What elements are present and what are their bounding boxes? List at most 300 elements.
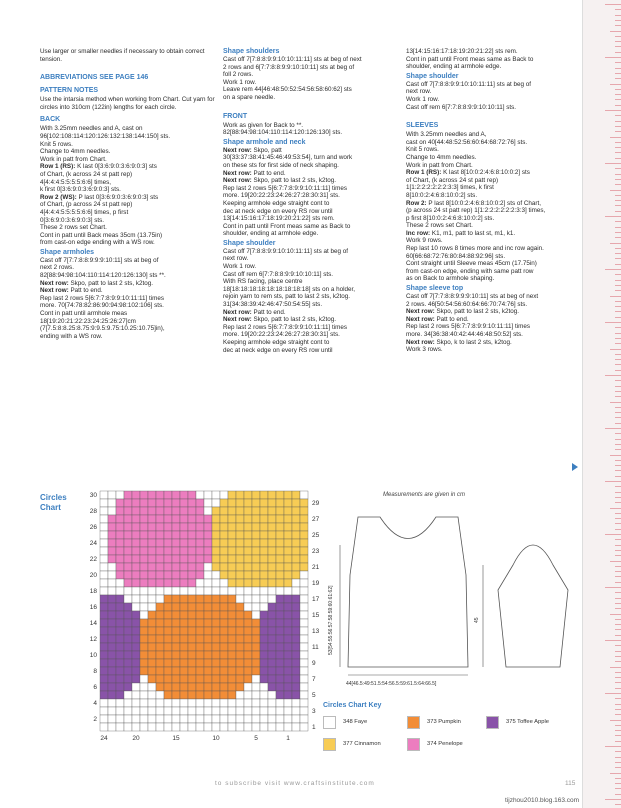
chart-cell — [148, 643, 156, 651]
chart-cell — [180, 523, 188, 531]
instruction-line: Work 1 row. — [406, 95, 440, 103]
chart-cell — [268, 499, 276, 507]
column-2 — [223, 48, 399, 354]
chart-cell — [268, 491, 276, 499]
chart-cell — [116, 675, 124, 683]
chart-cell — [268, 635, 276, 643]
chart-cell — [172, 659, 180, 667]
instruction-line: from cast-on edge ending with a WS row. — [40, 239, 155, 247]
chart-cell — [268, 683, 276, 691]
chart-cell — [268, 515, 276, 523]
chart-cell — [156, 659, 164, 667]
chart-cell — [132, 691, 140, 699]
chart-axis-label: 5 — [254, 735, 258, 742]
chart-cell — [220, 539, 228, 547]
chart-cell — [172, 611, 180, 619]
chart-cell — [300, 651, 308, 659]
chart-cell — [188, 563, 196, 571]
chart-cell — [124, 643, 132, 651]
chart-cell — [148, 683, 156, 691]
chart-cell — [212, 651, 220, 659]
chart-cell — [116, 619, 124, 627]
chart-cell — [172, 539, 180, 547]
ruler-tick — [615, 370, 621, 371]
chart-cell — [252, 675, 260, 683]
chart-cell — [100, 691, 108, 699]
chart-cell — [284, 715, 292, 723]
chart-cell — [284, 667, 292, 675]
chart-cell — [132, 579, 140, 587]
chart-cell — [124, 667, 132, 675]
chart-cell — [284, 723, 292, 731]
ruler-tick — [605, 4, 621, 5]
chart-cell — [260, 675, 268, 683]
chart-cell — [164, 539, 172, 547]
chart-cell — [172, 507, 180, 515]
chart-cell — [220, 611, 228, 619]
chart-cell — [212, 587, 220, 595]
chart-cell — [260, 595, 268, 603]
chart-cell — [172, 675, 180, 683]
chart-cell — [116, 571, 124, 579]
chart-cell — [100, 611, 108, 619]
chart-cell — [100, 635, 108, 643]
sleeve-top-instructions — [406, 293, 582, 354]
chart-cell — [172, 699, 180, 707]
ruler-tick — [615, 280, 621, 281]
chart-cell — [228, 531, 236, 539]
chart-cell — [100, 579, 108, 587]
chart-cell — [284, 627, 292, 635]
chart-cell — [236, 579, 244, 587]
chart-cell — [164, 491, 172, 499]
chart-cell — [148, 579, 156, 587]
chart-cell — [276, 499, 284, 507]
chart-cell — [228, 651, 236, 659]
chart-cell — [252, 571, 260, 579]
chart-cell — [100, 619, 108, 627]
chart-cell — [156, 539, 164, 547]
chart-cell — [180, 587, 188, 595]
instruction-line: Leave rem 44[46:48:50:52:54:56:58:60:62] sts — [223, 86, 352, 94]
ruler-tick — [615, 78, 621, 79]
chart-cell — [244, 619, 252, 627]
chart-cell — [212, 547, 220, 555]
chart-cell — [148, 651, 156, 659]
chart-cell — [148, 539, 156, 547]
ruler-tick — [615, 651, 621, 652]
chart-cell — [276, 619, 284, 627]
chart-cell — [236, 563, 244, 571]
chart-cell — [132, 531, 140, 539]
chart-cell — [260, 491, 268, 499]
chart-cell — [220, 723, 228, 731]
ruler-tick — [615, 168, 621, 169]
chart-cell — [156, 723, 164, 731]
chart-cell — [244, 491, 252, 499]
chart-cell — [172, 555, 180, 563]
chart-cell — [180, 723, 188, 731]
chart-cell — [228, 563, 236, 571]
chart-cell — [108, 675, 116, 683]
chart-cell — [116, 643, 124, 651]
chart-cell — [140, 563, 148, 571]
chart-cell — [124, 699, 132, 707]
chart-cell — [220, 595, 228, 603]
ruler-tick — [615, 9, 621, 10]
chart-cell — [204, 659, 212, 667]
ruler-tick — [615, 598, 621, 599]
chart-axis-label: 4 — [93, 700, 97, 707]
chart-cell — [124, 531, 132, 539]
chart-cell — [252, 691, 260, 699]
sleeve-schematic — [498, 545, 568, 667]
circles-chart — [85, 485, 320, 755]
chart-cell — [108, 715, 116, 723]
chart-cell — [276, 507, 284, 515]
chart-cell — [124, 715, 132, 723]
ruler-tick — [615, 513, 621, 514]
chart-cell — [244, 603, 252, 611]
chart-cell — [196, 563, 204, 571]
chart-cell — [180, 507, 188, 515]
chart-cell — [244, 699, 252, 707]
chart-cell — [212, 523, 220, 531]
chart-cell — [212, 603, 220, 611]
chart-cell — [164, 667, 172, 675]
chart-cell — [172, 515, 180, 523]
chart-axis-label: 19 — [312, 580, 320, 587]
armhole-neck-instructions — [223, 147, 399, 238]
ruler-tick — [615, 730, 621, 731]
chart-cell — [172, 667, 180, 675]
chart-cell — [276, 491, 284, 499]
chart-cell — [100, 523, 108, 531]
chart-cell — [300, 571, 308, 579]
chart-cell — [204, 699, 212, 707]
chart-cell — [140, 667, 148, 675]
chart-cell — [132, 603, 140, 611]
chart-cell — [148, 619, 156, 627]
chart-cell — [204, 643, 212, 651]
chart-cell — [284, 619, 292, 627]
chart-cell — [268, 619, 276, 627]
chart-cell — [204, 667, 212, 675]
instruction-line: more. 34[36:38:40:42:44:46:48:50:52] sts. — [406, 331, 523, 338]
chart-cell — [196, 539, 204, 547]
chart-cell — [300, 691, 308, 699]
ruler-tick — [615, 338, 621, 339]
instruction-line: Change to 4mm needles. — [406, 153, 477, 161]
chart-cell — [148, 499, 156, 507]
ruler-tick — [605, 322, 621, 323]
ruler-tick — [605, 693, 621, 694]
chart-cell — [292, 555, 300, 563]
chart-cell — [172, 683, 180, 691]
chart-cell — [132, 595, 140, 603]
chart-cell — [292, 707, 300, 715]
chart-cell — [204, 675, 212, 683]
chart-cell — [164, 555, 172, 563]
chart-axis-label: 26 — [89, 524, 97, 531]
armholes-heading: Shape armholes — [40, 248, 95, 256]
chart-axis-label: 24 — [100, 735, 108, 742]
chart-cell — [156, 499, 164, 507]
chart-cell — [148, 611, 156, 619]
chart-axis-label: 28 — [89, 508, 97, 515]
instruction-line: 31[34:38:39:42:46:47:50:54:55] sts. — [223, 301, 323, 309]
chart-cell — [124, 515, 132, 523]
chart-cell — [140, 659, 148, 667]
chart-cell — [164, 619, 172, 627]
instruction-line: Next row: Skpo, patt to last 2 sts, k2tog. — [223, 316, 337, 324]
chart-cell — [196, 635, 204, 643]
chart-cell — [300, 659, 308, 667]
instruction-line: on a spare needle. — [223, 93, 276, 101]
sleeves-heading: SLEEVES — [406, 122, 439, 130]
chart-axis-label: 29 — [312, 500, 320, 507]
chart-cell — [228, 611, 236, 619]
chart-cell — [116, 515, 124, 523]
chart-cell — [220, 659, 228, 667]
chart-cell — [156, 627, 164, 635]
chart-cell — [212, 515, 220, 523]
blog-watermark: tijzhou2010.blog.163.com — [505, 797, 580, 804]
chart-cell — [148, 587, 156, 595]
chart-cell — [244, 499, 252, 507]
chart-cell — [124, 659, 132, 667]
chart-cell — [172, 579, 180, 587]
chart-cell — [260, 643, 268, 651]
chart-cell — [148, 523, 156, 531]
chart-cell — [220, 523, 228, 531]
chart-cell — [108, 651, 116, 659]
chart-cell — [148, 715, 156, 723]
chart-cell — [124, 627, 132, 635]
ruler-tick — [615, 497, 621, 498]
chart-cell — [284, 491, 292, 499]
ruler-tick — [615, 311, 621, 312]
chart-cell — [156, 611, 164, 619]
ruler-tick — [615, 20, 621, 21]
chart-cell — [236, 539, 244, 547]
ruler-tick — [615, 423, 621, 424]
chart-cell — [300, 555, 308, 563]
ruler-tick — [605, 216, 621, 217]
chart-cell — [116, 707, 124, 715]
chart-cell — [252, 587, 260, 595]
instruction-line: 30[33:37:38:41:45:46:49:53:54], turn and work — [223, 154, 353, 162]
chart-cell — [180, 683, 188, 691]
chart-cell — [180, 563, 188, 571]
chart-cell — [116, 715, 124, 723]
chart-cell — [292, 515, 300, 523]
chart-cell — [212, 699, 220, 707]
chart-cell — [156, 523, 164, 531]
chart-cell — [140, 523, 148, 531]
chart-cell — [204, 691, 212, 699]
chart-cell — [156, 675, 164, 683]
ruler-tick — [615, 592, 621, 593]
chart-cell — [156, 667, 164, 675]
chart-cell — [164, 659, 172, 667]
chart-cell — [188, 499, 196, 507]
ruler-tick — [615, 36, 621, 37]
chart-cell — [228, 499, 236, 507]
chart-cell — [100, 643, 108, 651]
chart-cell — [220, 579, 228, 587]
chart-cell — [244, 611, 252, 619]
chart-cell — [300, 643, 308, 651]
chart-cell — [188, 491, 196, 499]
chart-cell — [252, 603, 260, 611]
instruction-line: Work 9 rows. — [406, 237, 443, 245]
ruler-tick — [615, 704, 621, 705]
chart-cell — [108, 659, 116, 667]
chart-cell — [116, 491, 124, 499]
chart-cell — [140, 691, 148, 699]
chart-cell — [252, 667, 260, 675]
chart-cell — [140, 619, 148, 627]
ruler-tick — [615, 195, 621, 196]
instruction-line: cast on 40[44:48:52:56:60:64:68:72:76] sts. — [406, 138, 528, 146]
ruler-tick — [615, 698, 621, 699]
instruction-line: dec at neck edge on every RS row until — [223, 346, 333, 354]
chart-axis-label: 20 — [89, 572, 97, 579]
chart-cell — [116, 659, 124, 667]
instruction-line: Cast off 7[7:8:8:9:9:10:10:11:11] sts at beg of next — [223, 56, 362, 63]
key-label: 348 Faye — [343, 719, 368, 725]
ruler-tick — [610, 190, 621, 191]
front-heading: FRONT — [223, 112, 248, 120]
chart-cell — [108, 699, 116, 707]
chart-cell — [164, 603, 172, 611]
key-swatch — [323, 738, 336, 751]
chart-cell — [220, 563, 228, 571]
ruler-tick — [615, 439, 621, 440]
chart-cell — [172, 707, 180, 715]
chart-cell — [300, 603, 308, 611]
chart-cell — [180, 667, 188, 675]
ruler-tick — [615, 751, 621, 752]
ruler-tick — [615, 767, 621, 768]
chart-cell — [124, 587, 132, 595]
chart-cell — [260, 611, 268, 619]
chart-cell — [212, 715, 220, 723]
chart-cell — [204, 555, 212, 563]
ruler-tick — [605, 799, 621, 800]
ruler-tick — [615, 783, 621, 784]
chart-cell — [132, 675, 140, 683]
chart-cell — [132, 667, 140, 675]
ruler-tick — [615, 741, 621, 742]
ruler-tick — [615, 603, 621, 604]
ruler-tick — [615, 502, 621, 503]
chart-cell — [180, 715, 188, 723]
instruction-line: Cast off 7[7:8:8:9:9:10:10:11:11] sts at beg of — [406, 80, 531, 88]
chart-cell — [228, 547, 236, 555]
chart-cell — [164, 595, 172, 603]
ruler-tick — [615, 571, 621, 572]
ruler-tick — [615, 94, 621, 95]
ruler-tick — [615, 258, 621, 259]
chart-cell — [188, 659, 196, 667]
chart-cell — [260, 707, 268, 715]
chart-axis-label: 5 — [312, 692, 316, 699]
chart-axis-label: 30 — [89, 492, 97, 499]
chart-cell — [268, 715, 276, 723]
chart-cell — [172, 651, 180, 659]
chart-cell — [284, 571, 292, 579]
instruction-line: Row 1 (RS): K last 8[10:0:2:4:6:8:10:0:2] sts — [406, 169, 530, 177]
chart-cell — [172, 635, 180, 643]
ruler-tick — [610, 31, 621, 32]
chart-cell — [220, 643, 228, 651]
ruler-tick — [610, 667, 621, 668]
chart-cell — [220, 635, 228, 643]
chart-cell — [244, 675, 252, 683]
chart-axis-label: 1 — [312, 724, 316, 731]
instruction-line: 96[102:108:114:120:126:132:138:144:150] sts. — [40, 132, 171, 140]
chart-cell — [188, 547, 196, 555]
chart-cell — [172, 627, 180, 635]
side-ruler — [582, 0, 621, 808]
chart-cell — [164, 707, 172, 715]
chart-cell — [220, 715, 228, 723]
instruction-line: Rep last 2 rows 5[6:7:7:8:9:9:10:11:11] times — [223, 323, 348, 331]
chart-cell — [156, 635, 164, 643]
chart-cell — [108, 643, 116, 651]
chart-cell — [244, 707, 252, 715]
ruler-tick — [610, 402, 621, 403]
chart-cell — [300, 627, 308, 635]
instruction-line: as on Back to armhole shaping. — [406, 275, 495, 283]
ruler-tick — [615, 184, 621, 185]
chart-cell — [244, 667, 252, 675]
chart-cell — [212, 635, 220, 643]
instruction-line: 18[18:18:18:18:18:18:18:18:18] sts on a holder, — [223, 285, 355, 293]
chart-cell — [188, 667, 196, 675]
chart-cell — [188, 707, 196, 715]
chart-cell — [300, 707, 308, 715]
chart-cell — [196, 571, 204, 579]
chart-axis-label: 24 — [89, 540, 97, 547]
chart-cell — [140, 547, 148, 555]
chart-cell — [108, 515, 116, 523]
chart-cell — [268, 539, 276, 547]
chart-cell — [116, 547, 124, 555]
chart-cell — [268, 675, 276, 683]
chart-cell — [276, 539, 284, 547]
chart-cell — [204, 651, 212, 659]
instruction-line: 82[88:94:98:104:110:114:120:126:130] sts **. — [40, 272, 166, 280]
chart-cell — [188, 555, 196, 563]
chart-cell — [108, 627, 116, 635]
instruction-line: 82[88:94:98:104:110:114:120:126:130] sts. — [223, 129, 343, 137]
chart-cell — [284, 699, 292, 707]
ruler-tick — [615, 105, 621, 106]
chart-cell — [148, 515, 156, 523]
chart-cell — [196, 595, 204, 603]
chart-cell — [196, 619, 204, 627]
chart-cell — [100, 587, 108, 595]
chart-cell — [156, 507, 164, 515]
ruler-tick — [605, 269, 621, 270]
chart-cell — [188, 531, 196, 539]
ruler-tick — [610, 349, 621, 350]
ruler-tick — [615, 794, 621, 795]
chart-cell — [156, 691, 164, 699]
